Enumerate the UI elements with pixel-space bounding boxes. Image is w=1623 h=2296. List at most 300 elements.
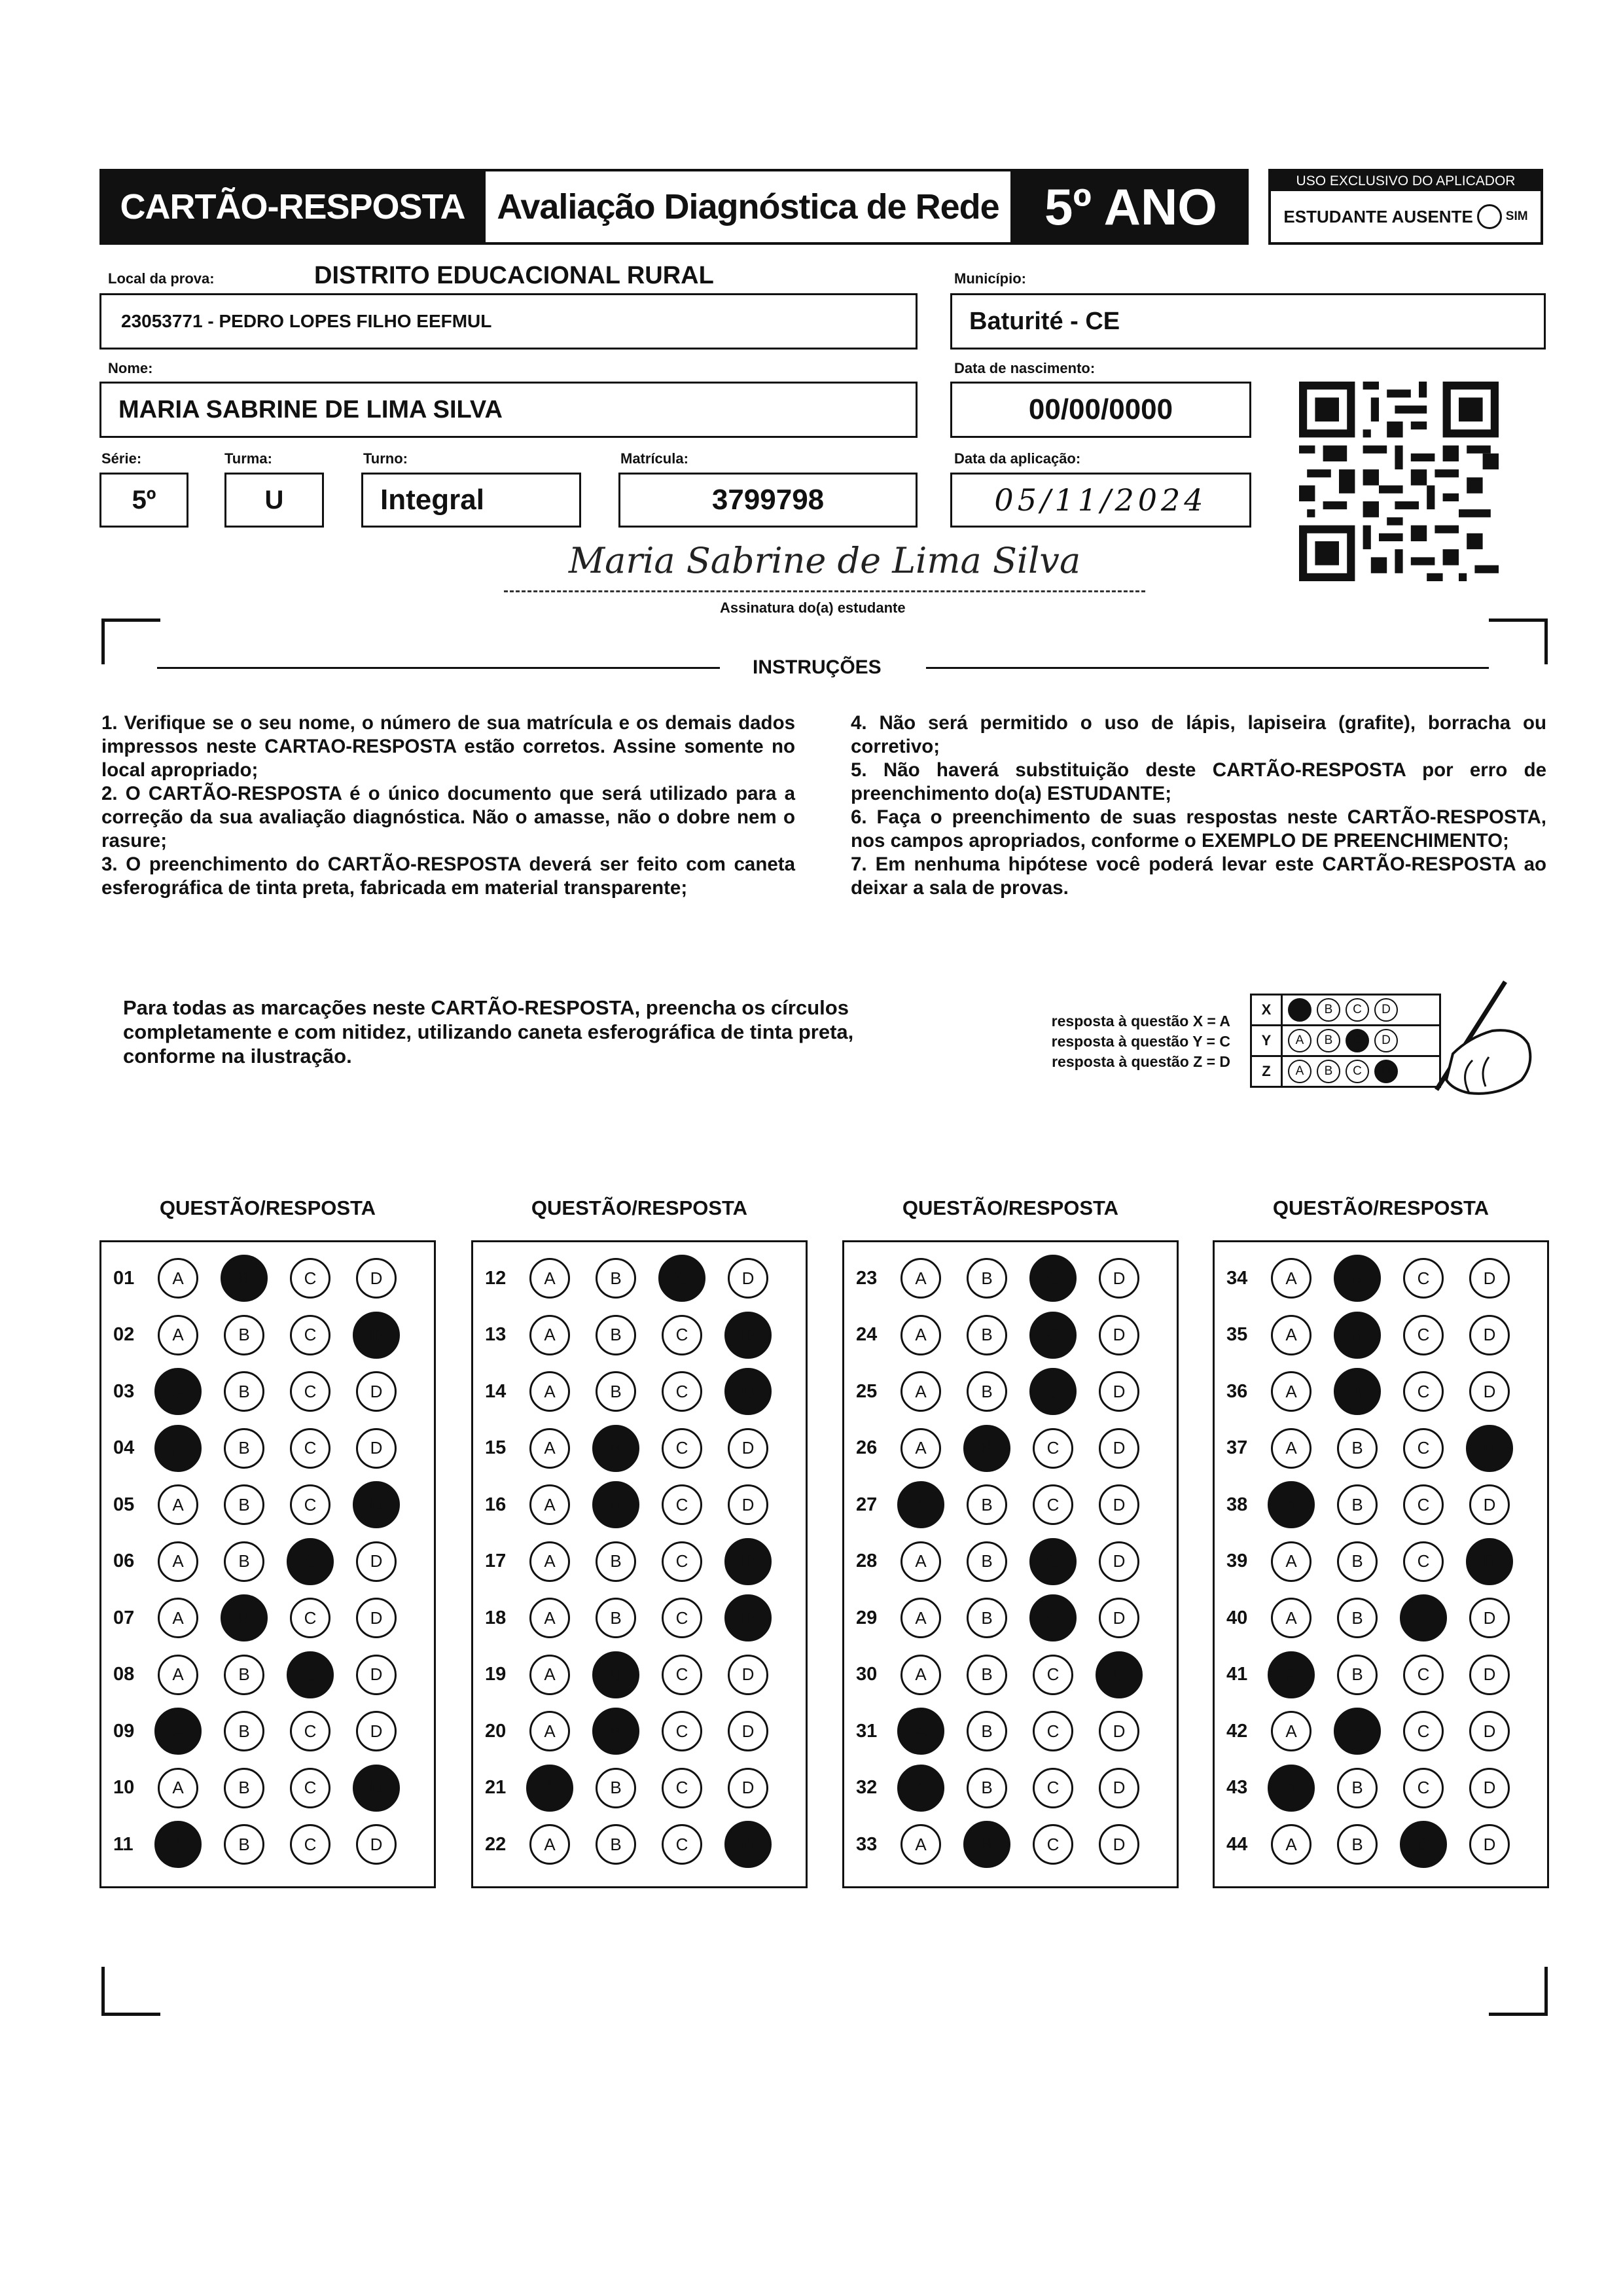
answer-bubble-b[interactable]: B xyxy=(963,1821,1010,1868)
answer-bubble-d[interactable]: D xyxy=(1099,1484,1139,1525)
question-number: 36 xyxy=(1226,1380,1248,1402)
answer-bubble-c[interactable]: C xyxy=(287,1651,334,1698)
answer-bubble-c[interactable]: C xyxy=(1403,1655,1444,1695)
question-number: 03 xyxy=(113,1380,135,1402)
instruction-5: 5. Não haverá substituição deste CARTÃO-RESPOSTA por erro de preenchimento do(a) ESTUDANTE; xyxy=(851,759,1546,804)
answer-bubble-c[interactable]: C xyxy=(662,1428,702,1469)
question-number: 35 xyxy=(1226,1324,1248,1345)
answer-bubble-c[interactable]: C xyxy=(662,1768,702,1808)
answer-bubble-d[interactable]: D xyxy=(1469,1768,1510,1808)
card-title: CARTÃO-RESPOSTA xyxy=(99,169,486,245)
example-bubble-a: A xyxy=(1288,998,1311,1022)
answer-bubble-b[interactable]: B xyxy=(967,1598,1007,1638)
answer-bubble-a[interactable]: A xyxy=(901,1258,941,1299)
question-number: 14 xyxy=(485,1380,507,1402)
answer-bubble-c[interactable]: C xyxy=(1029,1538,1077,1585)
matricula-label: Matrícula: xyxy=(620,450,688,467)
answer-bubble-c[interactable]: C xyxy=(290,1371,330,1412)
answer-bubble-d[interactable]: D xyxy=(728,1428,768,1469)
answer-panel-3 xyxy=(842,1240,1179,1888)
answer-bubble-a[interactable]: A xyxy=(897,1708,944,1755)
answer-row xyxy=(1215,1652,1547,1698)
answer-bubble-a[interactable]: A xyxy=(158,1484,198,1525)
answer-bubble-c[interactable]: C xyxy=(1403,1541,1444,1582)
answer-row xyxy=(473,1426,806,1471)
answer-bubble-c[interactable]: C xyxy=(1400,1594,1447,1641)
answer-bubble-b[interactable]: B xyxy=(596,1315,636,1355)
answer-bubble-b[interactable]: B xyxy=(592,1708,639,1755)
answer-bubble-b[interactable]: B xyxy=(596,1768,636,1808)
answer-bubble-d[interactable]: D xyxy=(356,1824,397,1865)
answer-bubble-a[interactable]: A xyxy=(1271,1315,1311,1355)
answer-bubble-d[interactable]: D xyxy=(1469,1484,1510,1525)
answer-bubble-c[interactable]: C xyxy=(1403,1484,1444,1525)
question-number: 22 xyxy=(485,1833,507,1855)
signature: Maria Sabrine de Lima Silva xyxy=(568,540,1081,581)
answer-bubble-b[interactable]: B xyxy=(224,1428,264,1469)
answer-bubble-c[interactable]: C xyxy=(290,1428,330,1469)
answer-bubble-a[interactable]: A xyxy=(1271,1371,1311,1412)
question-number: 18 xyxy=(485,1607,507,1628)
panel-title-3: QUESTÃO/RESPOSTA xyxy=(902,1196,1119,1219)
panel-title-1: QUESTÃO/RESPOSTA xyxy=(159,1196,376,1219)
answer-bubble-b[interactable]: B xyxy=(967,1655,1007,1695)
answer-row xyxy=(1215,1426,1547,1471)
answer-bubble-d[interactable]: D xyxy=(356,1371,397,1412)
question-number: 16 xyxy=(485,1494,507,1515)
answer-bubble-b[interactable]: B xyxy=(596,1824,636,1865)
answer-bubble-b[interactable]: B xyxy=(1334,1312,1381,1359)
example-bubble-d: D xyxy=(1374,1029,1398,1052)
answer-row xyxy=(473,1708,806,1754)
answer-bubble-b[interactable]: B xyxy=(1334,1708,1381,1755)
question-number: 21 xyxy=(485,1777,507,1798)
answer-bubble-a[interactable]: A xyxy=(897,1481,944,1528)
answer-row xyxy=(101,1708,434,1754)
answer-row xyxy=(101,1539,434,1585)
answer-bubble-d[interactable]: D xyxy=(724,1594,772,1641)
answer-bubble-a[interactable]: A xyxy=(154,1368,202,1415)
answer-row xyxy=(101,1652,434,1698)
answer-row xyxy=(101,1821,434,1867)
answer-row xyxy=(844,1708,1177,1754)
question-number: 33 xyxy=(856,1833,878,1855)
answer-bubble-a[interactable]: A xyxy=(897,1765,944,1812)
answer-bubble-a[interactable]: A xyxy=(1271,1824,1311,1865)
answer-row xyxy=(844,1482,1177,1528)
answer-bubble-c[interactable]: C xyxy=(662,1541,702,1582)
example-bubble-c: C xyxy=(1346,1029,1369,1052)
example-row-label: Z xyxy=(1252,1057,1283,1086)
answer-row xyxy=(473,1595,806,1641)
example-bubble-d: D xyxy=(1374,998,1398,1022)
question-number: 19 xyxy=(485,1664,507,1685)
nascimento-field: 00/00/0000 xyxy=(950,382,1251,438)
question-number: 39 xyxy=(1226,1551,1248,1571)
answer-bubble-b[interactable]: B xyxy=(224,1484,264,1525)
answer-bubble-a[interactable]: A xyxy=(901,1371,941,1412)
answer-bubble-c[interactable]: C xyxy=(662,1484,702,1525)
answer-bubble-d[interactable]: D xyxy=(1469,1824,1510,1865)
corner-mark-bottom-left-h xyxy=(101,2013,160,2016)
uso-exclusivo-label: USO EXCLUSIVO DO APLICADOR xyxy=(1271,171,1541,191)
municipio-label: Município: xyxy=(954,270,1026,287)
answer-bubble-a[interactable]: A xyxy=(1268,1765,1315,1812)
school-field: 23053771 - PEDRO LOPES FILHO EEFMUL xyxy=(99,293,918,350)
answer-bubble-c[interactable]: C xyxy=(1029,1368,1077,1415)
example-bubble-b: B xyxy=(1317,1060,1340,1083)
answer-bubble-b[interactable]: B xyxy=(596,1541,636,1582)
answer-bubble-b[interactable]: B xyxy=(224,1315,264,1355)
answer-bubble-c[interactable]: C xyxy=(1400,1821,1447,1868)
answer-row xyxy=(473,1765,806,1811)
answer-bubble-a[interactable]: A xyxy=(529,1428,570,1469)
answer-bubble-b[interactable]: B xyxy=(967,1541,1007,1582)
grade-title: 5º ANO xyxy=(1013,169,1249,245)
answer-bubble-c[interactable]: C xyxy=(287,1538,334,1585)
answer-bubble-d[interactable]: D xyxy=(1469,1315,1510,1355)
answer-bubble-d[interactable]: D xyxy=(1469,1711,1510,1751)
instructions-rule-right xyxy=(926,667,1489,669)
answer-bubble-b[interactable]: B xyxy=(1337,1824,1378,1865)
aplicacao-label: Data da aplicação: xyxy=(954,450,1081,467)
answer-bubble-b[interactable]: B xyxy=(1337,1428,1378,1469)
answer-bubble-b[interactable]: B xyxy=(596,1258,636,1299)
question-number: 11 xyxy=(113,1833,134,1855)
answer-bubble-d[interactable]: D xyxy=(356,1541,397,1582)
answer-bubble-c[interactable]: C xyxy=(290,1258,330,1299)
question-number: 20 xyxy=(485,1720,507,1742)
answer-bubble-c[interactable]: C xyxy=(290,1315,330,1355)
answer-bubble-d[interactable]: D xyxy=(728,1484,768,1525)
answer-bubble-c[interactable]: C xyxy=(1029,1255,1077,1302)
answer-bubble-a[interactable]: A xyxy=(529,1711,570,1751)
applicator-only-box xyxy=(1268,169,1543,245)
answer-bubble-a[interactable]: A xyxy=(901,1598,941,1638)
answer-bubble-d[interactable]: D xyxy=(1099,1768,1139,1808)
answer-bubble-a[interactable]: A xyxy=(529,1824,570,1865)
answer-row xyxy=(844,1652,1177,1698)
answer-bubble-d[interactable]: D xyxy=(1099,1824,1139,1865)
answer-bubble-a[interactable]: A xyxy=(901,1428,941,1469)
answer-bubble-a[interactable]: A xyxy=(158,1258,198,1299)
answer-bubble-d[interactable]: D xyxy=(728,1711,768,1751)
answer-bubble-b[interactable]: B xyxy=(1337,1655,1378,1695)
answer-bubble-b[interactable]: B xyxy=(224,1655,264,1695)
answer-bubble-d[interactable]: D xyxy=(724,1312,772,1359)
answer-bubble-d[interactable]: D xyxy=(356,1428,397,1469)
answer-bubble-c[interactable]: C xyxy=(1403,1258,1444,1299)
answer-bubble-b[interactable]: B xyxy=(963,1425,1010,1472)
answer-bubble-d[interactable]: D xyxy=(353,1312,400,1359)
answer-bubble-b[interactable]: B xyxy=(1337,1768,1378,1808)
turno-label: Turno: xyxy=(363,450,408,467)
answer-bubble-a[interactable]: A xyxy=(154,1821,202,1868)
example-bubble-c: C xyxy=(1346,1060,1369,1083)
example-bubble-c: C xyxy=(1346,998,1369,1022)
answer-bubble-a[interactable]: A xyxy=(158,1541,198,1582)
example-legend xyxy=(995,1011,1230,1072)
answer-row xyxy=(844,1595,1177,1641)
question-number: 34 xyxy=(1226,1267,1248,1289)
example-bubble-b: B xyxy=(1317,1029,1340,1052)
answer-bubble-d[interactable]: D xyxy=(724,1821,772,1868)
answer-bubble-b[interactable]: B xyxy=(221,1594,268,1641)
answer-bubble-b[interactable]: B xyxy=(224,1371,264,1412)
answer-bubble-a[interactable]: A xyxy=(158,1598,198,1638)
answer-bubble-b[interactable]: B xyxy=(224,1768,264,1808)
answer-bubble-a[interactable]: A xyxy=(154,1425,202,1472)
question-number: 07 xyxy=(113,1607,135,1628)
answer-bubble-d[interactable]: D xyxy=(1099,1598,1139,1638)
instructions-right xyxy=(851,711,1546,900)
answer-bubble-c[interactable]: C xyxy=(1029,1594,1077,1641)
answer-bubble-a[interactable]: A xyxy=(529,1315,570,1355)
answer-bubble-a[interactable]: A xyxy=(154,1708,202,1755)
corner-mark-bottom-right xyxy=(1544,1967,1548,2016)
question-number: 40 xyxy=(1226,1607,1248,1628)
answer-bubble-b[interactable]: B xyxy=(1337,1541,1378,1582)
answer-bubble-d[interactable]: D xyxy=(1469,1258,1510,1299)
answer-bubble-c[interactable]: C xyxy=(1033,1655,1073,1695)
answer-row xyxy=(473,1821,806,1867)
answer-bubble-b[interactable]: B xyxy=(596,1598,636,1638)
answer-bubble-c[interactable]: C xyxy=(290,1768,330,1808)
answer-row xyxy=(473,1482,806,1528)
answer-bubble-a[interactable]: A xyxy=(158,1315,198,1355)
answer-bubble-b[interactable]: B xyxy=(967,1711,1007,1751)
answer-bubble-d[interactable]: D xyxy=(1096,1651,1143,1698)
nome-field: MARIA SABRINE DE LIMA SILVA xyxy=(99,382,918,438)
answer-bubble-a[interactable]: A xyxy=(1268,1481,1315,1528)
example-bubble-a: A xyxy=(1288,1029,1311,1052)
absent-bubble[interactable] xyxy=(1477,204,1502,229)
answer-bubble-c[interactable]: C xyxy=(1033,1711,1073,1751)
answer-bubble-c[interactable]: C xyxy=(1033,1428,1073,1469)
instruction-3: 3. O preenchimento do CARTÃO-RESPOSTA deverá ser feito com caneta esferográfica de tinta preta, fabricada em material transparente; xyxy=(101,853,795,899)
serie-label: Série: xyxy=(101,450,142,467)
answer-row xyxy=(1215,1821,1547,1867)
question-number: 06 xyxy=(113,1551,135,1571)
answer-row xyxy=(1215,1369,1547,1414)
answer-bubble-d[interactable]: D xyxy=(1099,1315,1139,1355)
answer-bubble-a[interactable]: A xyxy=(529,1655,570,1695)
answer-bubble-d[interactable]: D xyxy=(728,1768,768,1808)
answer-bubble-a[interactable]: A xyxy=(158,1768,198,1808)
answer-bubble-b[interactable]: B xyxy=(1337,1484,1378,1525)
answer-bubble-b[interactable]: B xyxy=(224,1824,264,1865)
answer-bubble-c[interactable]: C xyxy=(662,1824,702,1865)
answer-bubble-d[interactable]: D xyxy=(1099,1711,1139,1751)
answer-bubble-d[interactable]: D xyxy=(728,1258,768,1299)
question-number: 15 xyxy=(485,1437,507,1458)
example-line-y: resposta à questão Y = C xyxy=(1051,1033,1230,1050)
turno-field: Integral xyxy=(361,473,581,528)
answer-bubble-a[interactable]: A xyxy=(1271,1258,1311,1299)
question-number: 05 xyxy=(113,1494,135,1515)
answer-bubble-a[interactable]: A xyxy=(1271,1598,1311,1638)
answer-row xyxy=(844,1821,1177,1867)
answer-row xyxy=(844,1539,1177,1585)
question-number: 12 xyxy=(485,1267,507,1289)
answer-bubble-a[interactable]: A xyxy=(529,1484,570,1525)
instruction-1: 1. Verifique se o seu nome, o número de sua matrícula e os demais dados impressos neste CARTAO-RESPOSTA estão corretos. Assine somente no local apropriado; xyxy=(101,712,795,781)
answer-bubble-c[interactable]: C xyxy=(290,1711,330,1751)
answer-bubble-d[interactable]: D xyxy=(356,1598,397,1638)
answer-bubble-b[interactable]: B xyxy=(224,1541,264,1582)
answer-bubble-c[interactable]: C xyxy=(1403,1768,1444,1808)
answer-bubble-b[interactable]: B xyxy=(967,1371,1007,1412)
question-number: 08 xyxy=(113,1664,135,1685)
answer-bubble-c[interactable]: C xyxy=(1033,1484,1073,1525)
aplicacao-field: 05/11/2024 xyxy=(950,473,1251,528)
answer-bubble-b[interactable]: B xyxy=(1337,1598,1378,1638)
answer-row xyxy=(844,1312,1177,1358)
answer-bubble-c[interactable]: C xyxy=(1403,1315,1444,1355)
question-number: 25 xyxy=(856,1380,878,1402)
answer-bubble-b[interactable]: B xyxy=(592,1651,639,1698)
answer-bubble-c[interactable]: C xyxy=(290,1598,330,1638)
answer-bubble-c[interactable]: C xyxy=(1029,1312,1077,1359)
answer-row xyxy=(101,1369,434,1414)
signature-line xyxy=(504,590,1145,592)
nome-label: Nome: xyxy=(108,360,153,376)
answer-row xyxy=(101,1426,434,1471)
answer-bubble-b[interactable]: B xyxy=(224,1711,264,1751)
question-number: 09 xyxy=(113,1720,135,1742)
answer-bubble-c[interactable]: C xyxy=(662,1598,702,1638)
answer-row xyxy=(101,1255,434,1301)
answer-bubble-b[interactable]: B xyxy=(221,1255,268,1302)
answer-bubble-d[interactable]: D xyxy=(724,1538,772,1585)
answer-bubble-a[interactable]: A xyxy=(1271,1711,1311,1751)
answer-bubble-a[interactable]: A xyxy=(158,1655,198,1695)
question-number: 10 xyxy=(113,1777,135,1798)
answer-bubble-b[interactable]: B xyxy=(592,1481,639,1528)
answer-row xyxy=(844,1255,1177,1301)
answer-bubble-a[interactable]: A xyxy=(901,1541,941,1582)
question-number: 41 xyxy=(1226,1664,1248,1685)
answer-bubble-c[interactable]: C xyxy=(1403,1428,1444,1469)
fill-note: Para todas as marcações neste CARTÃO-RESPOSTA, preencha os círculos completamente e com nitidez, utilizando caneta esferográfica de tinta preta, conforme na ilustração. xyxy=(123,996,854,1067)
answer-bubble-d[interactable]: D xyxy=(1466,1425,1513,1472)
answer-bubble-d[interactable]: D xyxy=(728,1655,768,1695)
example-row-label: Y xyxy=(1252,1026,1283,1055)
answer-bubble-a[interactable]: A xyxy=(526,1765,573,1812)
answer-bubble-b[interactable]: B xyxy=(967,1768,1007,1808)
answer-row xyxy=(1215,1765,1547,1811)
answer-bubble-a[interactable]: A xyxy=(529,1541,570,1582)
question-number: 30 xyxy=(856,1664,878,1685)
answer-row xyxy=(844,1426,1177,1471)
question-number: 13 xyxy=(485,1324,507,1345)
matricula-field: 3799798 xyxy=(618,473,918,528)
answer-bubble-b[interactable]: B xyxy=(1334,1368,1381,1415)
answer-bubble-d[interactable]: D xyxy=(353,1481,400,1528)
answer-bubble-a[interactable]: A xyxy=(529,1371,570,1412)
turma-label: Turma: xyxy=(224,450,272,467)
answer-bubble-c[interactable]: C xyxy=(662,1315,702,1355)
answer-bubble-d[interactable]: D xyxy=(353,1765,400,1812)
corner-mark-top-left-v xyxy=(101,619,105,664)
answer-bubble-b[interactable]: B xyxy=(1334,1255,1381,1302)
nascimento-label: Data de nascimento: xyxy=(954,360,1096,376)
answer-bubble-c[interactable]: C xyxy=(662,1711,702,1751)
answer-bubble-d[interactable]: D xyxy=(1469,1655,1510,1695)
local-label: Local da prova: xyxy=(108,270,215,287)
answer-bubble-d[interactable]: D xyxy=(1099,1541,1139,1582)
answer-bubble-a[interactable]: A xyxy=(1271,1541,1311,1582)
answer-bubble-b[interactable]: B xyxy=(967,1315,1007,1355)
answer-bubble-d[interactable]: D xyxy=(356,1655,397,1695)
local-value: DISTRITO EDUCACIONAL RURAL xyxy=(314,262,714,289)
answer-bubble-a[interactable]: A xyxy=(1271,1428,1311,1469)
question-number: 26 xyxy=(856,1437,878,1458)
answer-row xyxy=(473,1312,806,1358)
answer-bubble-a[interactable]: A xyxy=(529,1598,570,1638)
answer-row xyxy=(101,1595,434,1641)
answer-row xyxy=(1215,1708,1547,1754)
answer-bubble-d[interactable]: D xyxy=(356,1711,397,1751)
question-number: 42 xyxy=(1226,1720,1248,1742)
answer-bubble-a[interactable]: A xyxy=(901,1824,941,1865)
answer-bubble-d[interactable]: D xyxy=(1099,1428,1139,1469)
example-line-x: resposta à questão X = A xyxy=(1051,1013,1230,1030)
instruction-4: 4. Não será permitido o uso de lápis, lapiseira (grafite), borracha ou corretivo; xyxy=(851,712,1546,757)
question-number: 38 xyxy=(1226,1494,1248,1515)
turma-field: U xyxy=(224,473,324,528)
answer-bubble-c[interactable]: C xyxy=(1033,1768,1073,1808)
question-number: 29 xyxy=(856,1607,878,1628)
answer-bubble-b[interactable]: B xyxy=(592,1425,639,1472)
answer-bubble-d[interactable]: D xyxy=(1099,1258,1139,1299)
answer-bubble-d[interactable]: D xyxy=(724,1368,772,1415)
sim-label: SIM xyxy=(1505,209,1528,223)
answer-bubble-a[interactable]: A xyxy=(901,1315,941,1355)
answer-bubble-c[interactable]: C xyxy=(662,1655,702,1695)
corner-mark-top-left xyxy=(101,619,160,622)
panel-title-4: QUESTÃO/RESPOSTA xyxy=(1272,1196,1489,1219)
answer-bubble-a[interactable]: A xyxy=(1268,1651,1315,1698)
answer-bubble-c[interactable]: C xyxy=(1403,1371,1444,1412)
answer-bubble-d[interactable]: D xyxy=(1469,1371,1510,1412)
example-bubble-a: A xyxy=(1288,1060,1311,1083)
answer-bubble-d[interactable]: D xyxy=(1466,1538,1513,1585)
answer-bubble-d[interactable]: D xyxy=(356,1258,397,1299)
answer-bubble-a[interactable]: A xyxy=(529,1258,570,1299)
answer-bubble-c[interactable]: C xyxy=(290,1484,330,1525)
answer-bubble-b[interactable]: B xyxy=(967,1258,1007,1299)
answer-row xyxy=(1215,1595,1547,1641)
answer-bubble-c[interactable]: C xyxy=(662,1371,702,1412)
answer-panel-1 xyxy=(99,1240,436,1888)
answer-row xyxy=(101,1765,434,1811)
answer-row xyxy=(1215,1255,1547,1301)
panel-title-2: QUESTÃO/RESPOSTA xyxy=(531,1196,748,1219)
answer-bubble-c[interactable]: C xyxy=(658,1255,705,1302)
answer-bubble-c[interactable]: C xyxy=(290,1824,330,1865)
answer-bubble-d[interactable]: D xyxy=(1099,1371,1139,1412)
question-number: 28 xyxy=(856,1551,878,1571)
answer-row xyxy=(1215,1539,1547,1585)
answer-bubble-c[interactable]: C xyxy=(1403,1711,1444,1751)
answer-bubble-b[interactable]: B xyxy=(967,1484,1007,1525)
answer-bubble-d[interactable]: D xyxy=(1469,1598,1510,1638)
answer-bubble-c[interactable]: C xyxy=(1033,1824,1073,1865)
answer-row xyxy=(473,1369,806,1414)
answer-bubble-a[interactable]: A xyxy=(901,1655,941,1695)
answer-bubble-b[interactable]: B xyxy=(596,1371,636,1412)
